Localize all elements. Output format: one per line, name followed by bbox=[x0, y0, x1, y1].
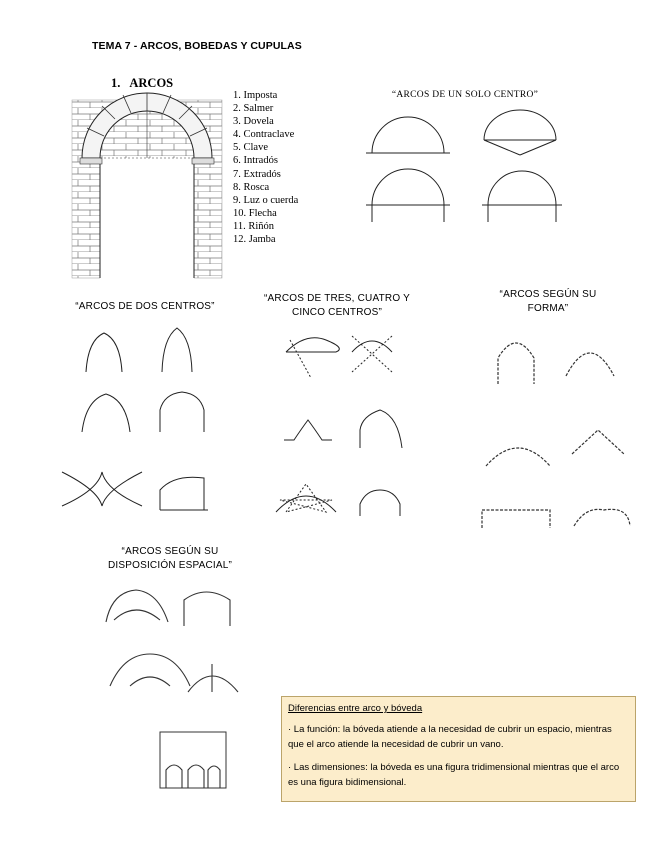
multi-center-arches bbox=[276, 336, 402, 516]
caption-tres-centros: “ARCOS DE TRES, CUATRO Y CINCO CENTROS” bbox=[264, 293, 410, 318]
legend-item: 12. Jamba bbox=[233, 234, 276, 246]
document-title: TEMA 7 - ARCOS, BOBEDAS Y CUPULAS bbox=[92, 40, 302, 52]
single-center-arches bbox=[366, 110, 562, 222]
legend-item: 10. Flecha bbox=[233, 207, 277, 219]
legend-item: 1. Imposta bbox=[233, 90, 278, 101]
shape-arches bbox=[482, 343, 630, 528]
legend-item: 6. Intradós bbox=[233, 155, 278, 167]
section-title: ARCOS bbox=[129, 76, 174, 90]
caption-forma: “ARCOS SEGÚN SU FORMA” bbox=[499, 289, 597, 314]
main-arch-drawing bbox=[72, 93, 222, 280]
caption-dos-centros: “ARCOS DE DOS CENTROS” bbox=[75, 301, 215, 312]
legend-item: 11. Riñón bbox=[233, 220, 275, 232]
legend-item: 7. Extradós bbox=[233, 168, 281, 180]
two-center-arches bbox=[62, 328, 208, 510]
section-number: 1. bbox=[111, 76, 121, 90]
legend-item: 5. Clave bbox=[233, 142, 268, 154]
arch-vs-vault-note bbox=[281, 696, 636, 802]
legend-item: 4. Contraclave bbox=[233, 129, 295, 141]
spatial-arches bbox=[106, 590, 238, 788]
caption-un-centro: “ARCOS DE UN SOLO CENTRO” bbox=[391, 90, 539, 100]
legend-item: 8. Rosca bbox=[233, 181, 270, 193]
legend-item: 3. Dovela bbox=[233, 116, 274, 128]
note-function: · La función: la bóveda atiende a la necesidad de cubrir un espacio, mientras que el arco atiende la necesidad de cubrir un vano. bbox=[288, 724, 612, 750]
caption-disposicion-espacial: “ARCOS SEGÚN SU DISPOSICIÓN ESPACIAL” bbox=[107, 546, 233, 571]
note-dimensions: · Las dimensiones: la bóveda es una figura tridimensional mientras que el arco es una figura bidimensional. bbox=[288, 762, 620, 788]
note-title: Diferencias entre arco y bóveda bbox=[288, 703, 423, 714]
legend-item: 9. Luz o cuerda bbox=[233, 194, 299, 206]
legend-item: 2. Salmer bbox=[233, 103, 274, 115]
